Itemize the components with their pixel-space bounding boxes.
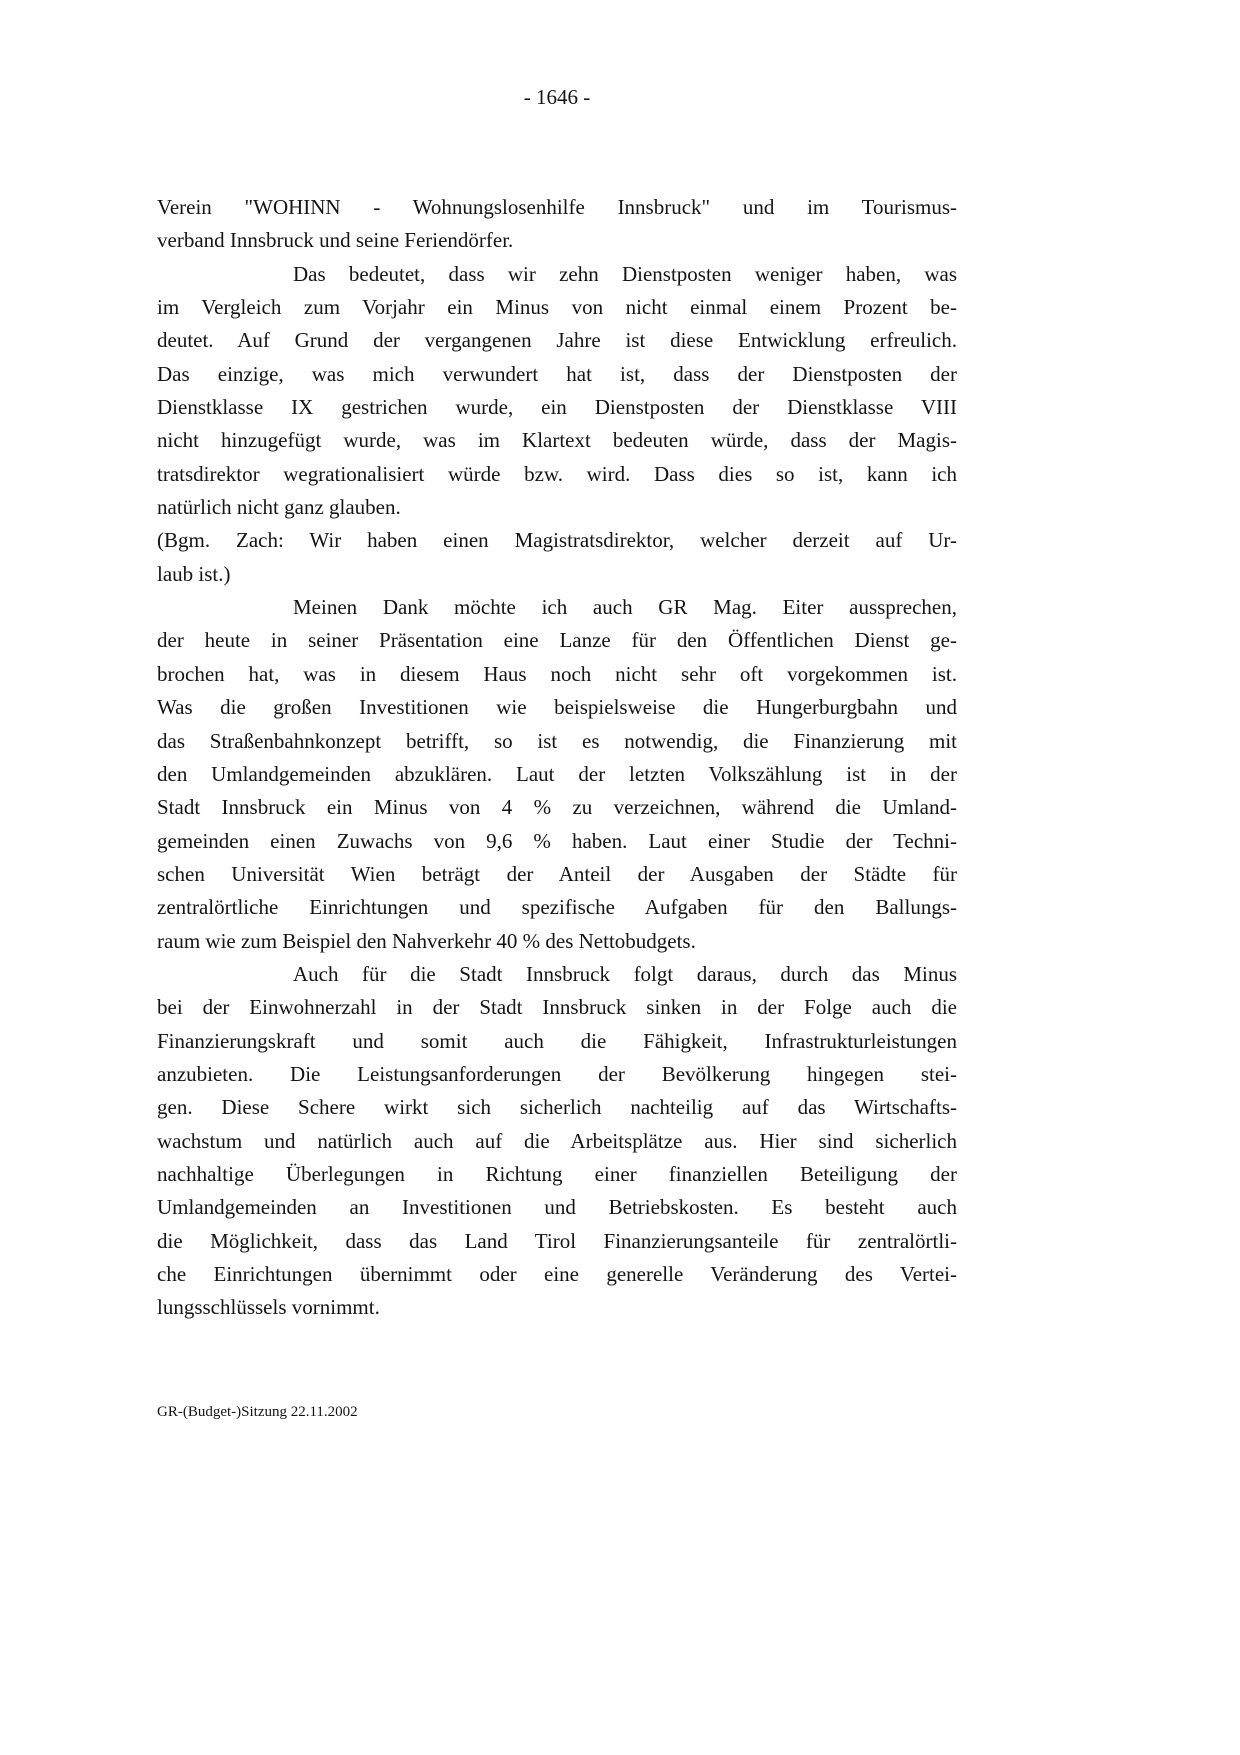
- text-line: Meinen Dank möchte ich auch GR Mag. Eiter aussprechen,: [293, 595, 957, 620]
- text-line: der heute in seiner Präsentation eine Lanze für den Öffentlichen Dienst ge-: [157, 628, 957, 653]
- text-line: tratsdirektor wegrationalisiert würde bzw. wird. Dass dies so ist, kann ich: [157, 461, 957, 486]
- text-line: Finanzierungskraft und somit auch die Fähigkeit, Infrastrukturleistungen: [157, 1028, 957, 1053]
- paragraph: [157, 524, 957, 591]
- text-line: laub ist.): [157, 561, 231, 586]
- page-number: - 1646 -: [523, 85, 591, 109]
- text-line: raum wie zum Beispiel den Nahverkehr 40 % des Nettobudgets.: [157, 928, 696, 953]
- paragraph: [157, 591, 957, 958]
- text-line: verband Innsbruck und seine Feriendörfer.: [157, 228, 514, 253]
- paragraph: [157, 258, 957, 525]
- text-line: Auch für die Stadt Innsbruck folgt daraus, durch das Minus: [293, 961, 957, 986]
- text-line: Das einzige, was mich verwundert hat ist, dass der Dienstposten der: [157, 361, 957, 386]
- text-line: schen Universität Wien beträgt der Anteil der Ausgaben der Städte für: [157, 861, 957, 886]
- text-line: natürlich nicht ganz glauben.: [157, 495, 401, 520]
- text-line: bei der Einwohnerzahl in der Stadt Innsbruck sinken in der Folge auch die: [157, 995, 957, 1020]
- text-line: Umlandgemeinden an Investitionen und Betriebskosten. Es besteht auch: [157, 1195, 957, 1220]
- text-line: im Vergleich zum Vorjahr ein Minus von nicht einmal einem Prozent be-: [157, 295, 957, 320]
- text-line: zentralörtliche Einrichtungen und spezifische Aufgaben für den Ballungs-: [157, 895, 957, 920]
- text-line: nachhaltige Überlegungen in Richtung einer finanziellen Beteiligung der: [157, 1161, 957, 1186]
- text-line: Stadt Innsbruck ein Minus von 4 % zu verzeichnen, während die Umland-: [157, 795, 957, 820]
- text-line: gen. Diese Schere wirkt sich sicherlich nachteilig auf das Wirtschafts-: [157, 1095, 957, 1120]
- text-line: Dienstklasse IX gestrichen wurde, ein Dienstposten der Dienstklasse VIII: [157, 395, 957, 420]
- text-line: anzubieten. Die Leistungsanforderungen der Bevölkerung hingegen stei-: [157, 1061, 957, 1086]
- text-line: das Straßenbahnkonzept betrifft, so ist es notwendig, die Finanzierung mit: [157, 728, 957, 753]
- paragraph: [157, 191, 957, 258]
- text-line: den Umlandgemeinden abzuklären. Laut der letzten Volkszählung ist in der: [157, 761, 957, 786]
- text-line: brochen hat, was in diesem Haus noch nicht sehr oft vorgekommen ist.: [157, 661, 957, 686]
- paragraph: [157, 958, 957, 1325]
- document-body: [157, 191, 957, 1325]
- text-line: die Möglichkeit, dass das Land Tirol Finanzierungsanteile für zentralörtli-: [157, 1228, 957, 1253]
- text-line: (Bgm. Zach: Wir haben einen Magistratsdirektor, welcher derzeit auf Ur-: [157, 528, 957, 553]
- text-line: Was die großen Investitionen wie beispielsweise die Hungerburgbahn und: [157, 695, 957, 720]
- text-line: lungsschlüssels vornimmt.: [157, 1295, 380, 1320]
- text-line: Verein "WOHINN - Wohnungslosenhilfe Innsbruck" und im Tourismus-: [157, 195, 957, 219]
- text-line: deutet. Auf Grund der vergangenen Jahre ist diese Entwicklung erfreulich.: [157, 328, 957, 353]
- text-line: che Einrichtungen übernimmt oder eine generelle Veränderung des Vertei-: [157, 1262, 957, 1286]
- text-line: Das bedeutet, dass wir zehn Dienstposten weniger haben, was: [293, 261, 957, 286]
- text-line: gemeinden einen Zuwachs von 9,6 % haben. Laut einer Studie der Techni-: [157, 828, 957, 853]
- text-line: nicht hinzugefügt wurde, was im Klartext bedeuten würde, dass der Magis-: [157, 428, 957, 453]
- footer-session-label: GR-(Budget-)Sitzung 22.11.2002: [157, 1404, 358, 1420]
- text-line: wachstum und natürlich auch auf die Arbeitsplätze aus. Hier sind sicherlich: [157, 1128, 957, 1153]
